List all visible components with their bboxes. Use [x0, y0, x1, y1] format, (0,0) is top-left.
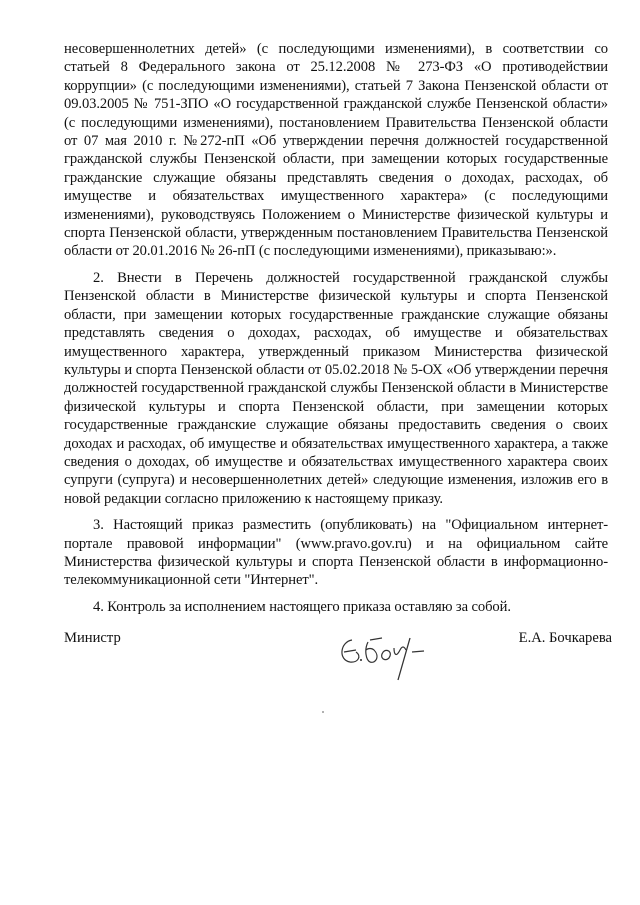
- signatory-title: Министр: [64, 630, 121, 646]
- document-body: [64, 40, 608, 616]
- paragraph-item-3: 3. Настоящий приказ разместить (опубликовать) на "Официальном интернет-портале правовой информации" (www.pravo.gov.ru) и на официальном сайте Министерства физической культуры и спорта Пензенской области в информационно-телекоммуникационной сети "Интернет".: [64, 517, 608, 589]
- paragraph-item-4: 4. Контроль за исполнением настоящего приказа оставляю за собой.: [93, 598, 511, 615]
- paragraph-item-2: 2. Внести в Перечень должностей государственной гражданской службы Пензенской области в Министерстве физической культуры и спорта Пензенской области, при замещении которых государственные гражданские служащие обязаны представлять сведения о доходах, расходах, об имуществе и обязательствах имущественного характера, утвержденный приказом Министерства физической культуры и спорта Пензенской области от 05.02.2018 № 5-ОХ «Об утверждении перечня должностей государственной гражданской службы Пензенской области в Министерстве физической культуры и спорта Пензенской области, при замещении которых государственные гражданские служащие обязаны предоставить сведения о своих доходах и расходах, об имуществе и обязательствах имущественного характера, а также сведения о доходах, об имуществе и обязательствах имущественного характера своих супруги (супруга) и несовершеннолетних детей» следующие изменения, изложив его в новой редакции согласно приложению к настоящему приказу.: [64, 269, 608, 507]
- paragraph-continued: несовершеннолетних детей» (с последующими изменениями), в соответствии со статьей 8 Федерального закона от 25.12.2008 № 273-ФЗ «О противодействии коррупции» (с последующими изменениями), статьей 7 Закона Пензенской области от 09.03.2005 № 751-ЗПО «О государственной гражданской службе Пензенской области» (с последующими изменениями), постановлением Правительства Пензенской области от 07 мая 2010 г. №272-пП «Об утверждении перечня должностей государственной гражданской службы Пензенской области, при замещении которых государственные гражданские служащие обязаны представлять сведения о доходах, расходах, об имуществе и обязательствах имущественного характера» (с последующими изменениями), руководствуясь Положением о Министерстве физической культуры и спорта Пензенской области, утвержденным постановлением Правительства Пензенской области от 20.01.2016 № 26-пП (с последующими изменениями), приказываю:».: [64, 41, 608, 260]
- handwritten-signature: [332, 620, 432, 690]
- signature-block: [64, 630, 612, 710]
- scan-speck: [322, 711, 324, 713]
- signatory-name: Е.А. Бочкарева: [518, 630, 612, 646]
